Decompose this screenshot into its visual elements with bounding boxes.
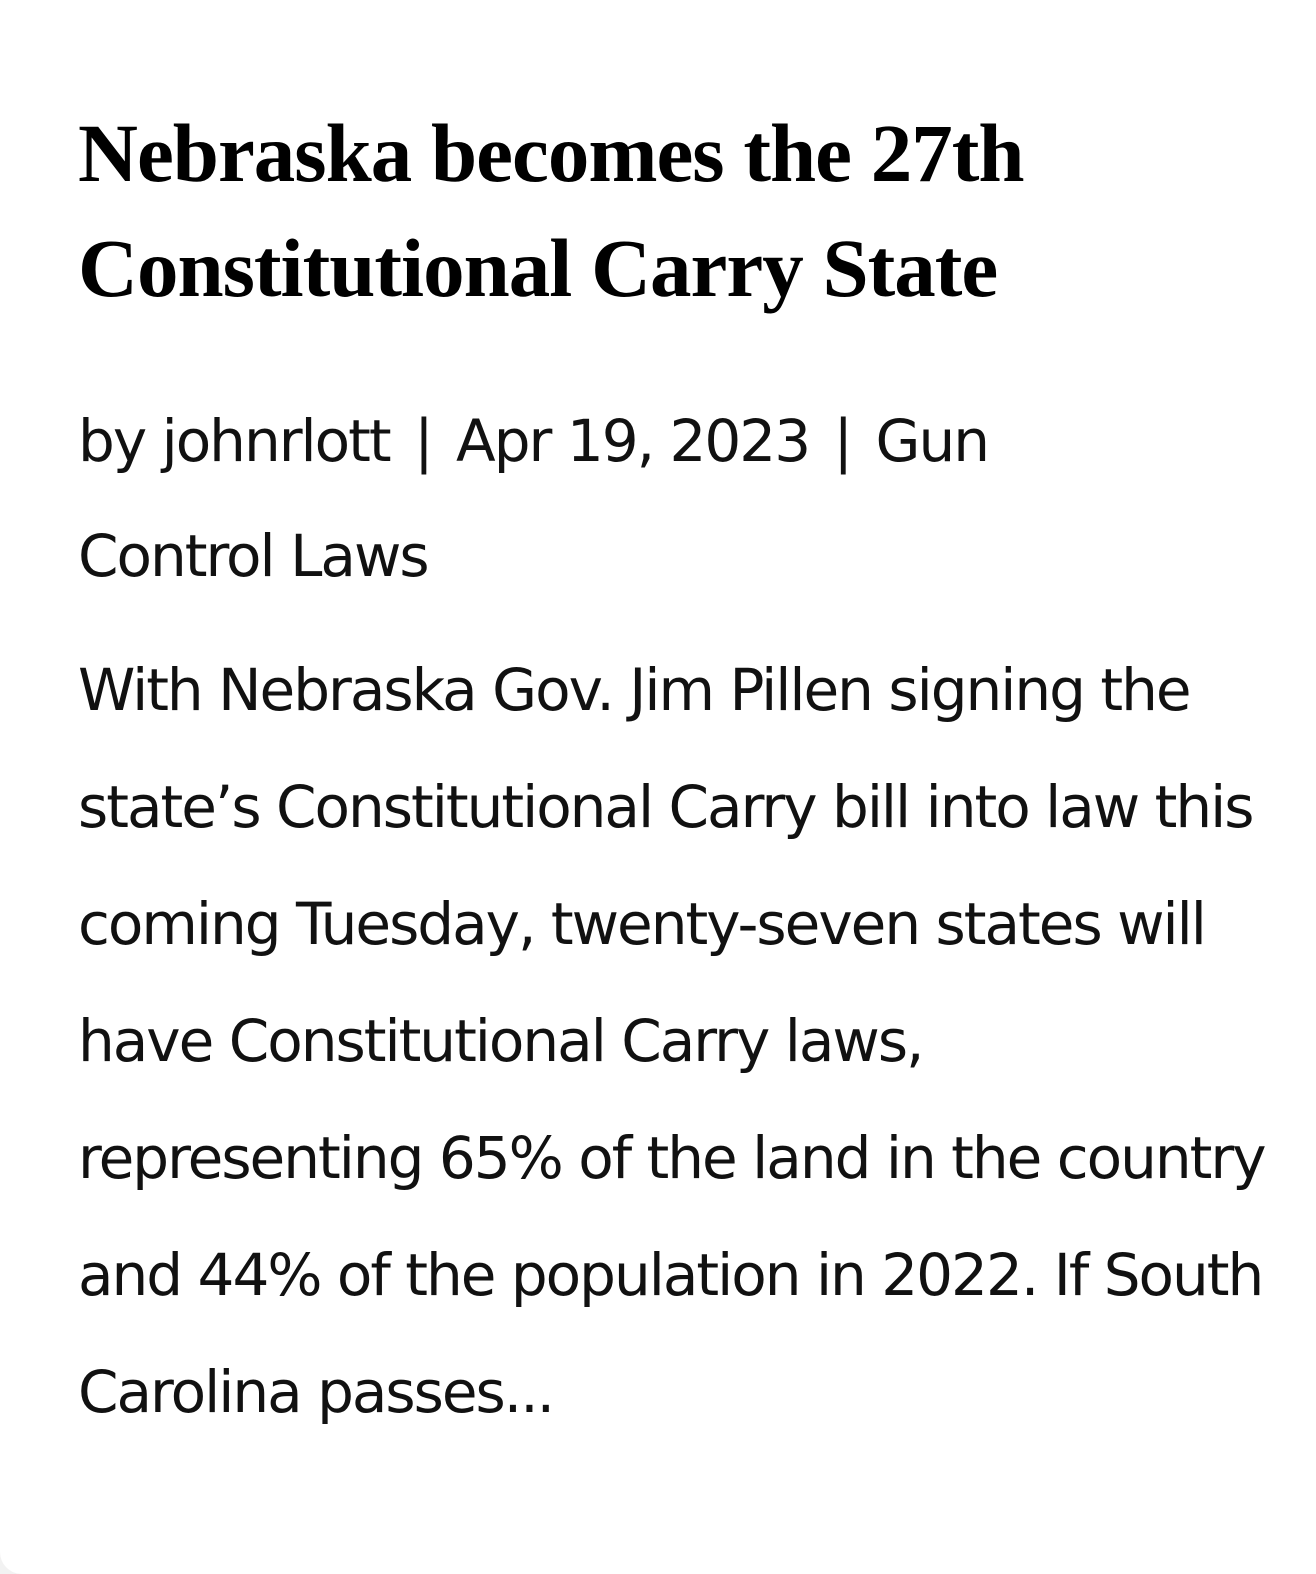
post-excerpt — [78, 632, 1278, 1451]
post-meta — [78, 384, 1198, 614]
meta-separator: | — [414, 407, 432, 475]
blog-post-preview — [78, 96, 1288, 1451]
meta-separator: | — [833, 407, 852, 475]
post-date: Apr 19, 2023 — [456, 407, 810, 475]
category-link[interactable]: Gun Control Laws — [78, 407, 988, 590]
author-link[interactable]: johnrlott — [161, 407, 390, 475]
post-title-link[interactable]: Nebraska becomes the 27th Constitutional Carry State — [78, 107, 1024, 314]
byline-prefix: by — [78, 407, 146, 475]
post-title — [78, 96, 1208, 326]
excerpt-text: With Nebraska Gov. Jim Pillen signing the state’s Constitutional Carry bill into law this coming Tuesday, twenty-seven states will have Constitutional Carry laws, representing 65% of the land in the country and 44% of the population in 2022. If South Carolina passes... — [78, 656, 1265, 1426]
